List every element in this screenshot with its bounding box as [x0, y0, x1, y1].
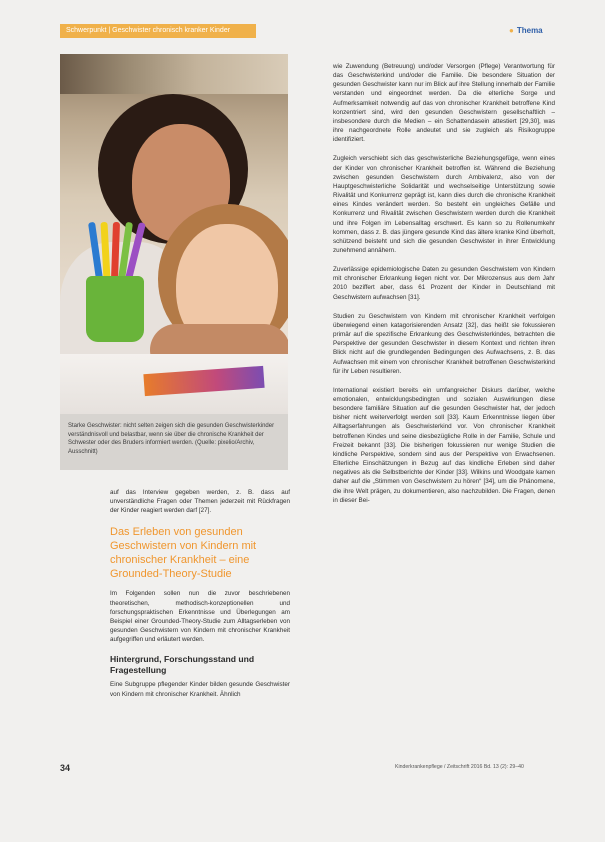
right-paragraph: International existiert bereits ein umfangreicher Diskurs darüber, welche emotionalen, entwicklungsbedingten und sozialen Auswirkungen diese besondere familiäre Situation auf die gesunden Geschwister hat, der jedoch bisher nicht weiterverfolgt werden soll [33]. Kaum Erkenntnisse liegen über Alltagserfahrungen als Geschwisterkind vor. Von chronischer Krankheit betroffenen Kindes und seine diesbezügliche Rolle in der Familie, Schule und Freizeit bekannt [33]. Die bisherigen fokussieren nur wenige Studien die kindliche Perspektive, sondern sind aus der Perspektive von Erwachsenen. Elterliche Einschätzungen in Bezug auf das kindliche Erleben sind daher negatives als die Selbstberichte der Kinder [33]. Wilkins und Woodgate kamen daher auf die „Stimmen von Geschwistern zu hören“ [34], um die Phänomene, die ihre Welt prägen, zu dokumentieren, also nachzubilden. Die Fragen, denen in dieser Bei-: [333, 386, 555, 504]
page-number: 34: [60, 763, 71, 773]
intro-paragraph: auf das Interview gegeben werden, z. B. dass auf unverständliche Fragen oder Themen jederzeit mit Rückfragen der Kinder reagiert werden darf [27].: [110, 489, 290, 515]
section-paragraph: Im Folgenden sollen nun die zuvor beschriebenen theoretischen, methodisch-konzeptionellen und forschungspraktischen Erkenntnisse und Überlegungen am Beispiel einer Grounded-Theory-Studie zum Alltagserleben von gesunden Geschwistern von Kindern mit chronischer Krankheit aufgegriffen und erläutert werden.: [110, 590, 290, 644]
journal-citation: Kinderkrankenpflege / Zeitschrift 2016 Bd. 13 (2): 29–40: [395, 764, 524, 770]
section-title: Das Erleben von gesunden Geschwistern von Kindern mit chronischer Krankheit – eine Grounded-Theory-Studie: [110, 526, 257, 581]
right-paragraph: wie Zuwendung (Betreuung) und/oder Versorgen (Pflege) Verantwortung für das Geschwisterkind und/oder die Familie. Die besondere Situation der gesunden Geschwister kann nur im Blick auf ihre Stellung innerhalb der Familie verstanden und eingeordnet werden. Da die elterliche Sorge und Aufmerksamkeit notwendig auf das von chronischer Krankheit betroffene Kind konzentriert sind, wird den gesunden Geschwistern gesellschaftlich – insbesondere durch die Medien – ein Schattendasein attestiert [29,30], was ihre nachgeordnete Rolle andeutet und sie zugleich als Risikogruppe identifiziert.: [333, 63, 555, 144]
header-bar: Schwerpunkt | Geschwister chronisch kranker Kinder: [60, 24, 256, 38]
right-paragraph: Zugleich verschiebt sich das geschwisterliche Beziehungsgefüge, wenn eines der Kinder von chronischer Krankheit betroffen ist. Während die Beziehung zwischen gesunden Geschwistern durch Ambivalenz, also von der Hauptgeschwisterliche Solidarität und wechselseitige Unterstützung sowie Rivalität und Konkurrenz geprägt ist, kann dies durch die chronische Krankheit eines Kindes verändert werden. So besteht ein ungleiches Gefälle und Konkurrenz und Rivalität zwischen Geschwistern werden durch die Krankheit und ihre Folgen im Lebensalltag erschwert. Es kann so zu Rollenumkehr kommen, dass z. B. das jüngere gesunde Kind das ältere kranke Kind überholt, schützend beisteht und sich die gesunden Geschwister in ihrer Entwicklung zunehmend annähern.: [333, 155, 555, 254]
right-column: [333, 62, 555, 515]
section-tag: [509, 24, 543, 38]
tag-bullet-icon: ●: [509, 26, 514, 35]
section-tag-label: Thema: [516, 26, 543, 35]
sub-paragraph: Eine Subgruppe pflegender Kinder bilden gesunde Geschwister von Kindern mit chronischer Krankheit. Ähnlich: [110, 681, 290, 698]
left-column: [110, 488, 290, 709]
subheading: Hintergrund, Forschungsstand und Fragestellung: [110, 654, 255, 676]
right-paragraph: Studien zu Geschwistern von Kindern mit chronischer Krankheit verfolgen überwiegend einen katagorisierenden Ansatz [32], das heißt sie fokussieren primär auf die spezifische Erkrankung des Geschwisterkindes, betrachten die Perspektive der gesunden Geschwister in diesem Kontext und richten ihren Blick nicht auf die grundlegenden Bedingungen des Aufwachsens, z. B. das Aufwachsen mit einem von chronischer Krankheit betroffenen Geschwisterkind für ihr Leben resultieren.: [333, 312, 555, 375]
right-paragraph: Zuverlässige epidemiologische Daten zu gesunden Geschwistern von Kindern mit chronischer Erkrankung liegen nicht vor. Der Mikrozensus aus dem Jahr 2010 beziffert aber, dass 61 Prozent der Kinder in Deutschland mit Geschwistern aufwachsen [31].: [333, 266, 555, 301]
photo-caption: Starke Geschwister: nicht selten zeigen sich die gesunden Geschwisterkinder verständnisvoll und belastbar, wenn sie über die chronische Krankheit der Schwester oder des Bruders informiert werden. (Quelle: pixelio/Archiv, Ausschnitt): [60, 414, 288, 470]
article-photo: [60, 54, 288, 414]
